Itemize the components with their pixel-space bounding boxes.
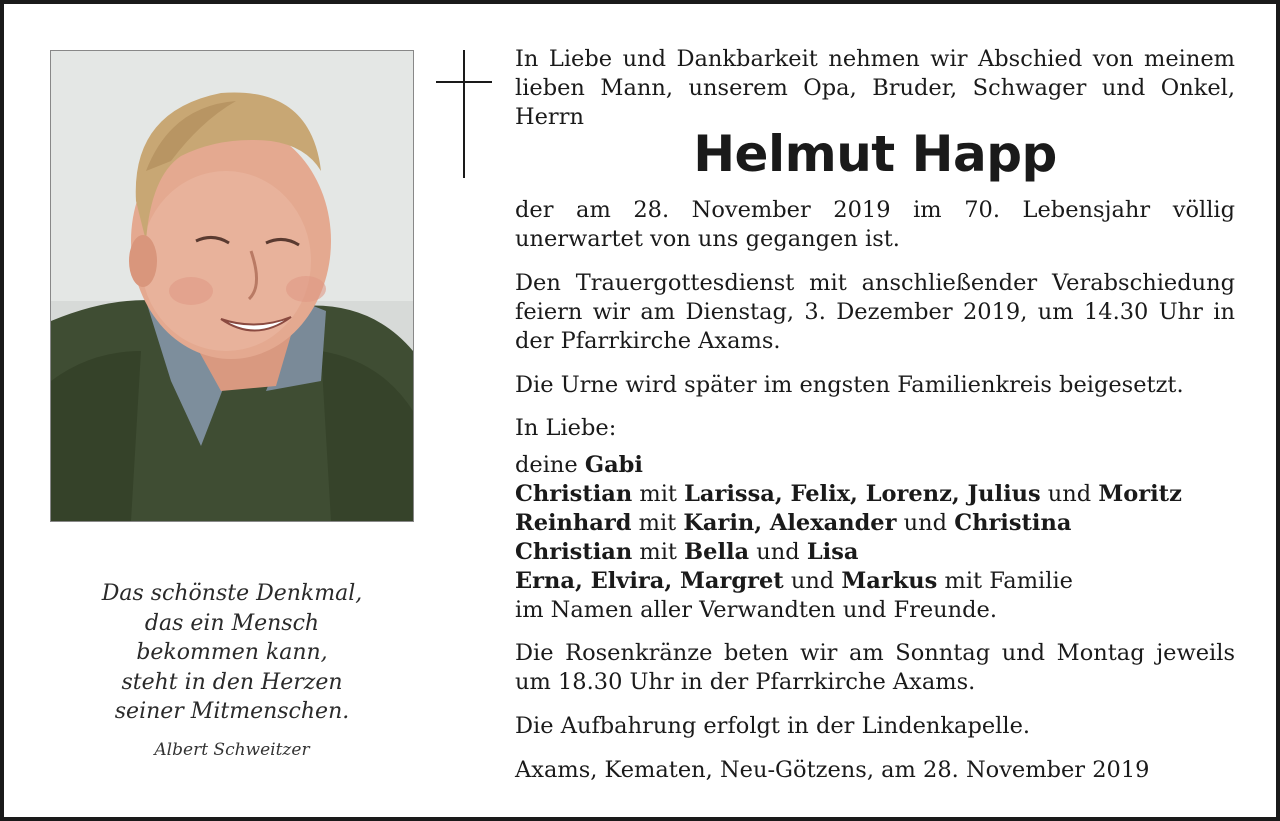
cross-icon	[436, 50, 492, 178]
family-connector: mit Familie	[937, 568, 1073, 594]
family-member-name: Lisa	[806, 539, 859, 565]
family-member-name: Moritz	[1098, 481, 1182, 507]
deceased-name: Helmut Happ	[693, 125, 1057, 183]
family-connector: und	[896, 510, 955, 536]
family-row	[515, 451, 1235, 480]
family-row	[515, 596, 1235, 625]
family-member-name: Erna, Elvira, Margret	[515, 568, 784, 594]
quote-line: bekommen kann,	[136, 640, 328, 665]
quote-line: steht in den Herzen	[121, 669, 343, 695]
closing-place-date: Axams, Kematen, Neu-Götzens, am 28. November 2019	[515, 757, 1150, 783]
rosary-text: Die Rosenkränze beten wir am Sonntag und Montag jeweils um 18.30 Uhr in der Pfarrkirche Axams.	[515, 640, 1235, 695]
quote-line: das ein Mensch	[144, 610, 320, 636]
family-connector: und	[1040, 481, 1099, 507]
memorial-quote	[44, 579, 420, 727]
family-member-name: Christina	[954, 510, 1072, 536]
service-text: Den Trauergottesdienst mit anschließender Verabschiedung feiern wir am Dienstag, 3. Dezember 2019, um 14.30 Uhr in der Pfarrkirche Axams.	[515, 270, 1235, 354]
laying-out-text: Die Aufbahrung erfolgt in der Lindenkapelle.	[515, 713, 1031, 739]
family-member-name: Gabi	[584, 452, 643, 478]
family-member-name: Reinhard	[515, 510, 632, 536]
passing-text: der am 28. November 2019 im 70. Lebensjahr völlig unerwartet von uns gegangen ist.	[515, 197, 1235, 252]
family-connector: mit	[632, 539, 685, 565]
family-list	[515, 451, 1235, 625]
quote-line: Das schönste Denkmal,	[101, 581, 363, 606]
family-member-name: Christian	[515, 539, 633, 565]
intro-text: In Liebe und Dankbarkeit nehmen wir Abschied von meinem lieben Mann, unserem Opa, Bruder, Schwager und Onkel, Herrn	[515, 46, 1235, 130]
family-row	[515, 480, 1235, 509]
urn-text: Die Urne wird später im engsten Familienkreis beigesetzt.	[515, 372, 1184, 398]
family-connector: im Namen aller Verwandten und Freunde.	[515, 597, 998, 623]
portrait-photo	[50, 50, 414, 522]
family-connector: mit	[631, 510, 684, 536]
family-row	[515, 538, 1235, 567]
family-connector: mit	[632, 481, 685, 507]
family-connector: deine	[515, 452, 585, 478]
family-member-name: Markus	[841, 568, 938, 594]
in-love-label: In Liebe:	[515, 415, 617, 441]
family-row	[515, 567, 1235, 596]
quote-line: seiner Mitmenschen.	[114, 699, 350, 724]
family-member-name: Larissa, Felix, Lorenz, Julius	[684, 481, 1041, 507]
quote-author: Albert Schweitzer	[154, 740, 310, 760]
family-member-name: Christian	[515, 481, 633, 507]
family-member-name: Karin, Alexander	[683, 510, 897, 536]
family-row	[515, 509, 1235, 538]
family-connector: und	[783, 568, 842, 594]
family-member-name: Bella	[684, 539, 750, 565]
family-connector: und	[749, 539, 807, 565]
